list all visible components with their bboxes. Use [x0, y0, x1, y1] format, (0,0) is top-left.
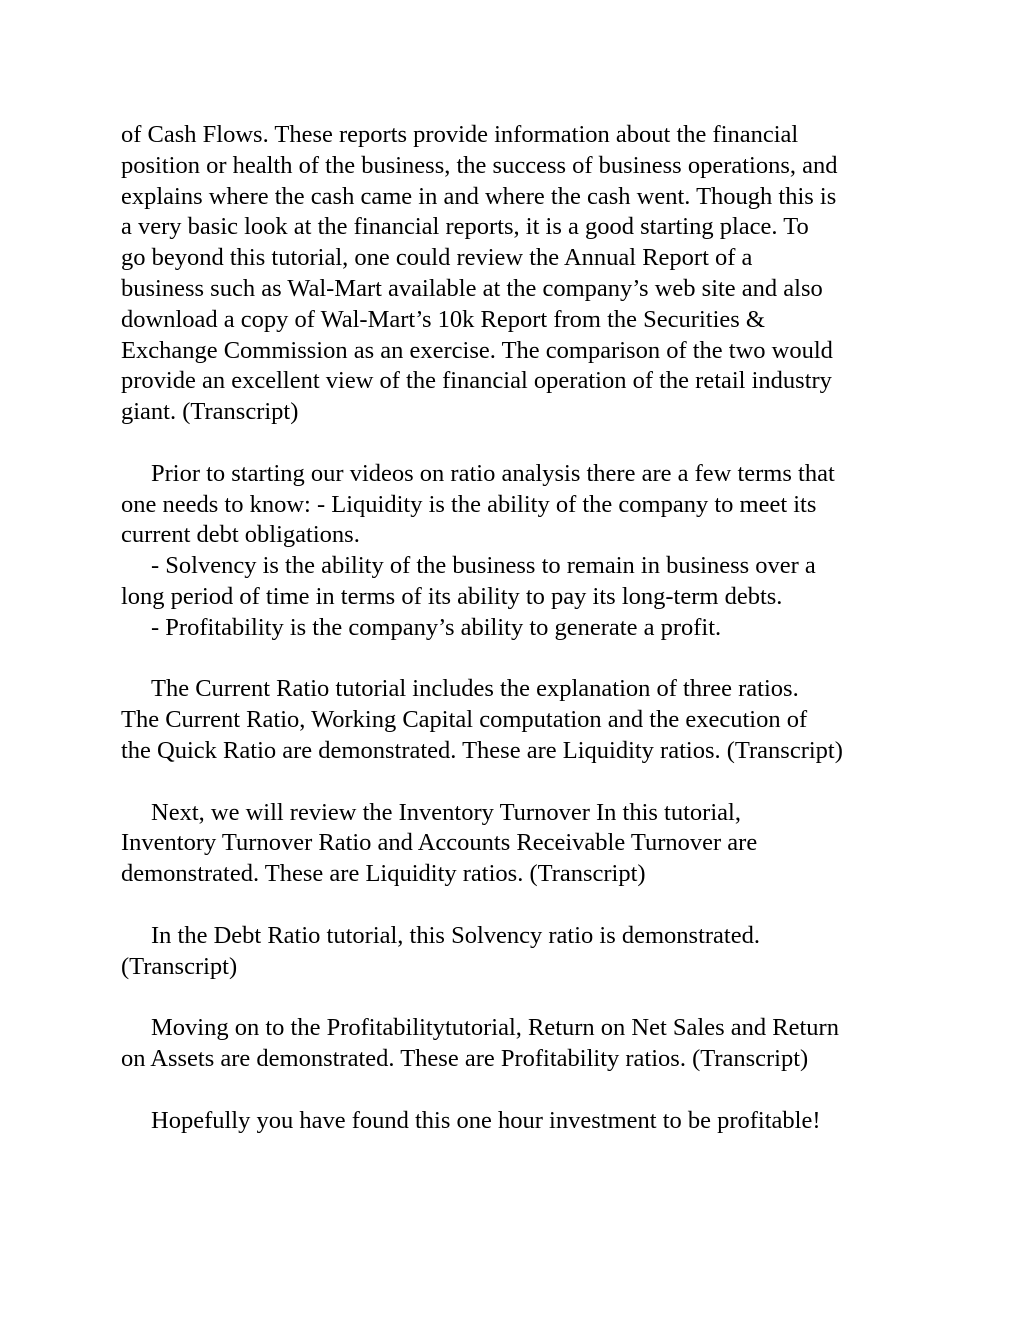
- text-line: Hopefully you have found this one hour investment to be profitable!: [151, 1106, 821, 1134]
- text-line: Inventory Turnover Ratio and Accounts Receivable Turnover are: [121, 829, 758, 857]
- text-line: download a copy of Wal-Mart’s 10k Report from the Securities &: [121, 305, 765, 333]
- paragraph-spacer: [121, 982, 921, 1013]
- paragraph-profitability: [121, 1013, 921, 1075]
- paragraph-closing: [121, 1106, 921, 1137]
- paragraph-inventory-turnover: [121, 798, 921, 890]
- text-line: one needs to know: - Liquidity is the ability of the company to meet its: [121, 490, 817, 518]
- document-body: [121, 120, 921, 1136]
- paragraph-spacer: [121, 767, 921, 798]
- text-line: the Quick Ratio are demonstrated. These are Liquidity ratios. (Transcript): [121, 736, 843, 764]
- text-line: long period of time in terms of its ability to pay its long-term debts.: [121, 582, 783, 610]
- text-line: demonstrated. These are Liquidity ratios. (Transcript): [121, 860, 646, 888]
- text-line: (Transcript): [121, 952, 238, 980]
- text-line: a very basic look at the financial reports, it is a good starting place. To: [121, 213, 809, 241]
- text-line: provide an excellent view of the financial operation of the retail industry: [121, 367, 832, 395]
- text-line: Prior to starting our videos on ratio analysis there are a few terms that: [151, 459, 835, 487]
- paragraph-spacer: [121, 428, 921, 459]
- text-line: position or health of the business, the success of business operations, and: [121, 151, 838, 179]
- text-line: The Current Ratio, Working Capital computation and the execution of: [121, 706, 808, 734]
- text-line: - Profitability is the company’s ability to generate a profit.: [151, 613, 722, 641]
- text-line: Next, we will review the Inventory Turnover In this tutorial,: [151, 798, 741, 826]
- paragraph-spacer: [121, 1075, 921, 1106]
- paragraph-spacer: [121, 644, 921, 675]
- text-line: In the Debt Ratio tutorial, this Solvency ratio is demonstrated.: [151, 921, 760, 949]
- paragraph-current-ratio: [121, 674, 921, 766]
- text-line: Exchange Commission as an exercise. The comparison of the two would: [121, 336, 833, 364]
- text-line: - Solvency is the ability of the business to remain in business over a: [151, 552, 816, 580]
- paragraph-debt-ratio: [121, 921, 921, 983]
- paragraph-financial-reports: [121, 120, 921, 428]
- paragraph-ratio-terms: [121, 459, 921, 644]
- text-line: explains where the cash came in and where the cash went. Though this is: [121, 182, 837, 210]
- text-line: go beyond this tutorial, one could review the Annual Report of a: [121, 244, 753, 272]
- text-line: The Current Ratio tutorial includes the explanation of three ratios.: [151, 675, 799, 703]
- text-line: Moving on to the Profitabilitytutorial, Return on Net Sales and Return: [151, 1014, 839, 1042]
- text-line: giant. (Transcript): [121, 398, 299, 426]
- text-line: business such as Wal-Mart available at the company’s web site and also: [121, 274, 823, 302]
- text-line: of Cash Flows. These reports provide information about the financial: [121, 121, 799, 148]
- text-line: on Assets are demonstrated. These are Profitability ratios. (Transcript): [121, 1044, 809, 1072]
- text-line: current debt obligations.: [121, 521, 360, 549]
- paragraph-spacer: [121, 890, 921, 921]
